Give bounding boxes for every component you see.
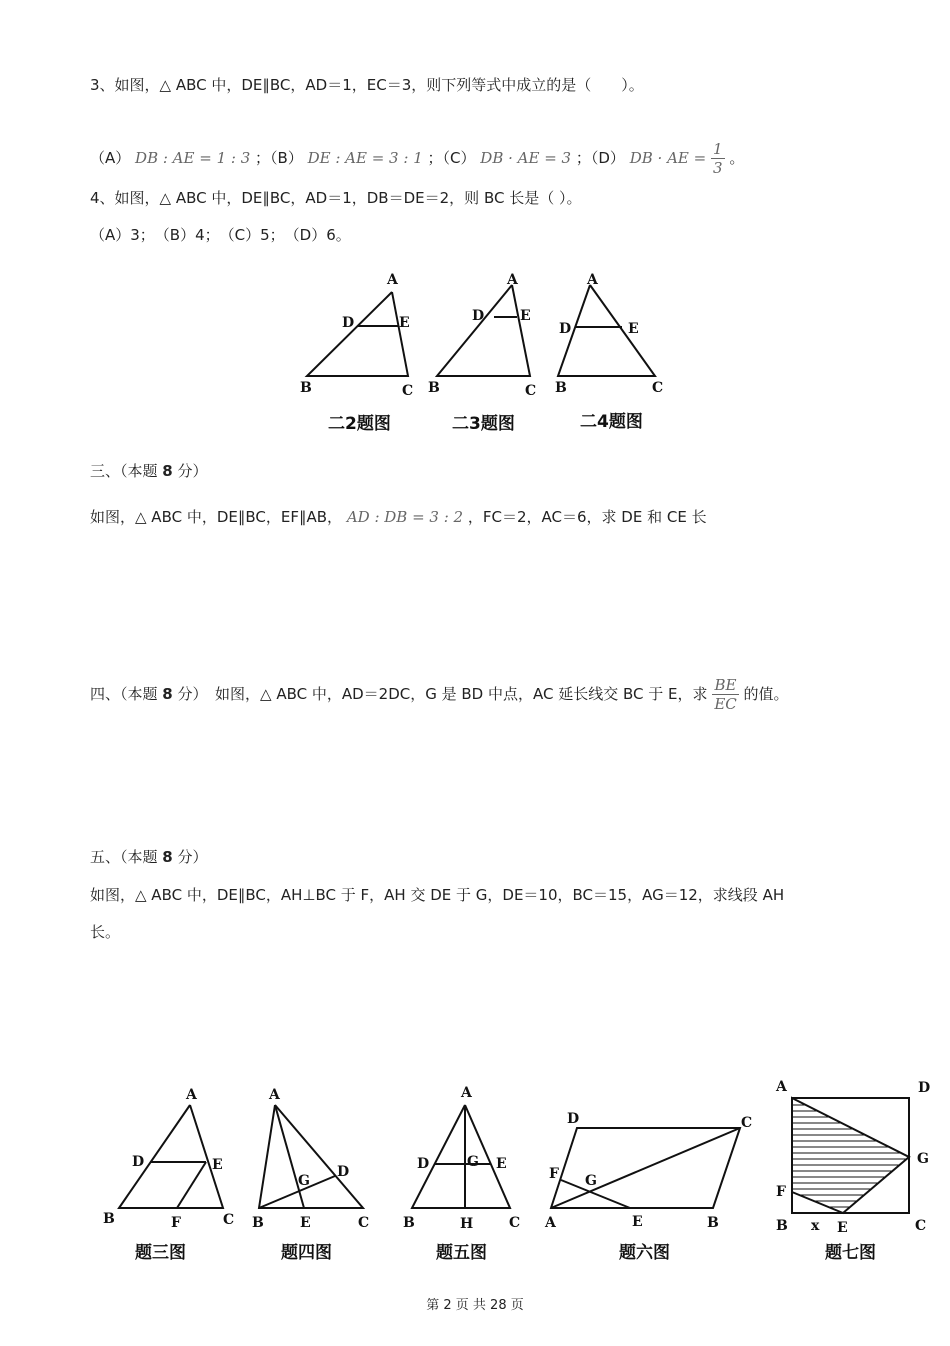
fig6-label-a: A [545,1215,556,1231]
fig7-label-c: C [915,1218,927,1234]
q3-opt-b-label: ；（B） [255,149,303,167]
q3-options [90,140,744,177]
fig3-ef-line [177,1162,206,1208]
fig6-label-g: G [585,1173,597,1189]
fig3-label-c: C [223,1212,235,1228]
fig6-ac-line [551,1128,740,1208]
fig4-label-b: B [252,1215,264,1231]
fig7-square [792,1098,909,1213]
sec3-header-score: 8 [162,462,173,480]
sec4-score: 8 [162,685,173,703]
fig-q2-label-a: A [387,272,398,288]
fig-q2-triangle [307,292,408,376]
fig-q3-label-b: B [428,380,440,396]
sec4-text-c: 分） 如图，△ ABC 中，AD＝2DC，G 是 BD 中点，AC 延长线交 BC 于 E，求 [177,685,708,703]
sec4-text-a: 四、（本题 [90,685,158,703]
fig4-label-d: D [337,1164,350,1180]
fig7-shaded-quad [792,1098,909,1213]
sec5-header-score: 8 [162,848,173,866]
sec5-header-c: 分） [177,848,208,866]
fig6-label-e: E [632,1214,643,1230]
fig-caption-7: 题七图 [825,1243,876,1263]
fig7-label-b: B [776,1218,788,1234]
fig5-label-c: C [509,1215,521,1231]
sec3-text-b: ，FC＝2，AC＝6，求 DE 和 CE 长 [467,508,707,526]
q3-opt-d-num: 1 [712,140,723,158]
q4-text: 4、如图，△ ABC 中，DE∥BC，AD＝1，DB＝DE＝2，则 BC 长是（ ）。 [90,189,582,207]
sec3-header-a: 三、（本题 [90,462,158,480]
fig3-label-f: F [171,1215,181,1231]
fig-row1 [290,265,670,440]
sec5-header [90,846,208,867]
fig5-label-a: A [461,1085,472,1101]
q3-opt-c-label: ；（C） [427,149,476,167]
fig-q4-label-a: A [587,272,598,288]
q3-opt-d-label: ；（D） [575,149,625,167]
fig3-label-b: B [103,1211,115,1227]
fig-q3-label-d: D [472,308,485,324]
fig-q4-label-b: B [555,380,567,396]
q3-opt-a-expr: DB : AE = 1 : 3 [135,149,251,167]
fig-caption-5: 题五图 [436,1243,487,1263]
sec3-header-c: 分） [177,462,208,480]
fig7-label-a: A [776,1079,787,1095]
fig7-hatching [785,1105,915,1207]
fig5-label-e: E [496,1156,507,1172]
q3-opt-d-fraction [711,140,725,177]
fig6-label-b: B [707,1215,719,1231]
sec4-text [90,676,789,713]
fig-q2-label-c: C [402,383,414,399]
fig7-label-g: G [917,1151,929,1167]
fig5-label-b: B [403,1215,415,1231]
q3-opt-b-expr: DE : AE = 3 : 1 [307,149,423,167]
fig4-label-a: A [269,1087,280,1103]
fig5-label-d: D [417,1156,430,1172]
fig-q3-label-e: E [520,308,531,324]
sec5-header-a: 五、（本题 [90,848,158,866]
fig-q2-label-d: D [342,315,355,331]
fig-caption-q3: 二3题图 [452,414,515,434]
sec4-frac-num: BE [712,676,738,695]
fig3-label-e: E [212,1157,223,1173]
fig-q2-label-e: E [399,315,410,331]
sec3-header [90,460,208,481]
q3-opt-d-end: 。 [729,149,745,167]
fig3-label-d: D [132,1154,145,1170]
fig-q4-label-d: D [559,321,572,337]
fig-q3-label-a: A [507,272,518,288]
sec4-text-d: 的值。 [743,685,789,703]
sec5-text1: 如图，△ ABC 中，DE∥BC，AH⊥BC 于 F，AH 交 DE 于 G，DE＝10，BC＝15，AG＝12，求线段 AH [90,886,785,904]
fig7-label-x: x [811,1218,820,1234]
q3-opt-d-den: 3 [712,159,723,177]
fig7-label-d: D [918,1080,931,1096]
fig-caption-6: 题六图 [619,1243,670,1263]
fig4-label-e: E [300,1215,311,1231]
fig6-label-d: D [567,1111,580,1127]
fig-q4-label-e: E [628,321,639,337]
fig3-label-a: A [186,1087,197,1103]
fig-q3-triangle [437,285,530,376]
q3-opt-a-label: （A） [90,149,131,167]
sec5-text2: 长。 [90,923,121,941]
page-footer: 第 2 页 共 28 页 [426,1298,524,1313]
fig5-label-g: G [467,1154,479,1170]
sec4-fraction [712,676,738,713]
q3-opt-c-expr: DB · AE = 3 [480,149,572,167]
sec4-frac-den: EC [714,695,737,713]
q3-opt-d-expr: DB · AE = [629,149,707,167]
q4-options: （A）3； （B）4； （C）5； （D）6。 [90,226,351,244]
fig6-label-c: C [741,1115,753,1131]
fig-q3-label-c: C [525,383,537,399]
fig4-triangle [259,1105,363,1208]
fig5-label-h: H [460,1216,474,1232]
fig-q2-label-b: B [300,380,312,396]
fig7-label-e: E [837,1220,848,1236]
fig-q4-triangle [558,285,655,376]
sec3-ratio-expr: AD : DB = 3 : 2 [346,508,464,526]
fig4-label-c: C [358,1215,370,1231]
fig-caption-3: 题三图 [135,1243,186,1263]
sec3-text-a: 如图，△ ABC 中，DE∥BC，EF∥AB， [90,508,343,526]
fig6-label-f: F [549,1166,559,1182]
fig7-label-f: F [776,1184,786,1200]
fig4-label-g: G [298,1173,310,1189]
q3-text: 3、如图，△ ABC 中，DE∥BC，AD＝1，EC＝3，则下列等式中成立的是（ ）。 [90,76,644,94]
fig-caption-q2: 二2题图 [328,414,391,434]
fig-row2 [95,1075,940,1270]
fig-caption-4: 题四图 [281,1243,332,1263]
sec3-text [90,506,707,527]
fig-caption-q4: 二4题图 [580,412,643,432]
fig-q4-label-c: C [652,380,664,396]
